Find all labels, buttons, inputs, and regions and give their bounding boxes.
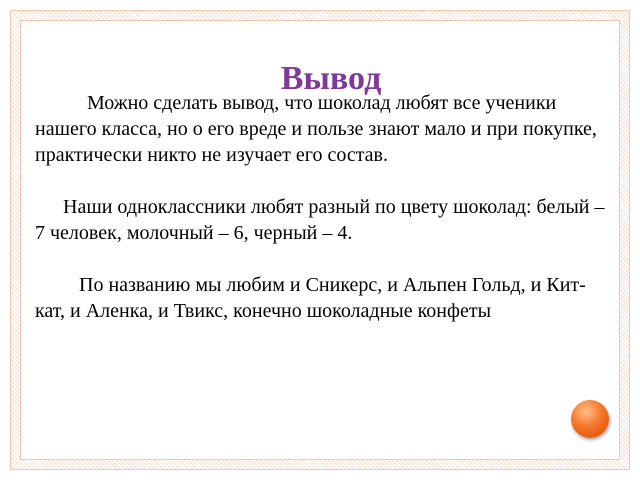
paragraph-colors: Наши одноклассники любят разный по цвету шоколад: белый – 7 человек, молочный – 6, черный – 4.: [35, 196, 605, 244]
paragraph-conclusion: Можно сделать вывод, что шоколад любят все ученики нашего класса, но о его вреде и пользе знают мало и при покупке, практически никто не изучает его состав.: [35, 92, 597, 166]
slide-title: Вывод: [280, 60, 382, 97]
orange-orb-icon: [571, 400, 609, 438]
slide-body: [35, 90, 607, 350]
paragraph-brands: По названию мы любим и Сникерс, и Альпен Гольд, и Кит-кат, и Аленка, и Твикс, конечно шоколадные конфеты: [35, 274, 586, 322]
content-frame: [20, 20, 620, 460]
